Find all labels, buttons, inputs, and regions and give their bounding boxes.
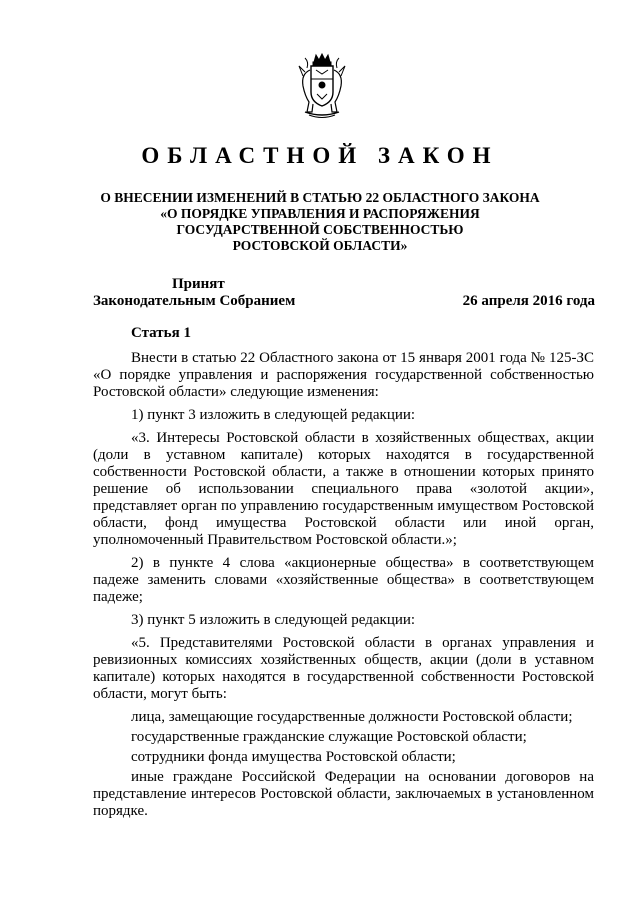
adoption-date: 26 апреля 2016 года [462,293,595,309]
subtitle-line: РОСТОВСКОЙ ОБЛАСТИ» [232,238,408,253]
adopted-label: Принят [172,276,225,292]
article-body [93,350,594,826]
paragraph: Внести в статью 22 Областного закона от 15 января 2001 года № 125-ЗС «О порядке управления и распоряжения государственной собственностью Ростовской области» следующие изменения: [93,350,594,400]
paragraph: лица, замещающие государственные должности Ростовской области; [131,709,573,725]
adopted-by: Законодательным Собранием [93,293,296,309]
paragraph: 1) пункт 3 изложить в следующей редакции: [131,407,416,423]
law-title: ОБЛАСТНОЙ ЗАКОН [141,143,499,168]
article-heading: Статья 1 [131,325,191,341]
paragraph: государственные гражданские служащие Ростовской области; [131,729,527,745]
law-subtitle [0,190,640,254]
subtitle-line: «О ПОРЯДКЕ УПРАВЛЕНИЯ И РАСПОРЯЖЕНИЯ [160,206,480,221]
paragraph: 3) пункт 5 изложить в следующей редакции: [131,612,416,628]
subtitle-line: О ВНЕСЕНИИ ИЗМЕНЕНИЙ В СТАТЬЮ 22 ОБЛАСТНОГО ЗАКОНА [100,190,540,205]
subtitle-line: ГОСУДАРСТВЕННОЙ СОБСТВЕННОСТЬЮ [176,222,464,237]
paragraph: «3. Интересы Ростовской области в хозяйственных обществах, акции (доли в уставном капитале) которых находятся в государственной собственности Ростовской области, а также в отношении которых принято решение об использовании специального права «золотой акции», представляет орган по управлению государственным имуществом Ростовской области, фонд имущества Ростовской области или иной орган, уполномоченный Правительством Ростовской области.»; [93,430,594,548]
paragraph: 2) в пункте 4 слова «акционерные общества» в соответствующем падеже заменить словами «хозяйственные общества» в соответствующем падеже; [93,555,594,605]
adoption-block [93,276,295,310]
paragraph: сотрудники фонда имущества Ростовской области; [131,749,456,765]
rostov-coat-of-arms-icon [297,52,347,120]
paragraph: иные граждане Российской Федерации на основании договоров на представление интересов Ростовской области, заключаемых в установленном порядке. [93,769,594,819]
paragraph: «5. Представителями Ростовской области в органах управления и ревизионных комиссиях хозяйственных обществ, акции (доли в уставном капитале) которых находятся в государственной собственности Ростовской области, могут быть: [93,635,594,702]
